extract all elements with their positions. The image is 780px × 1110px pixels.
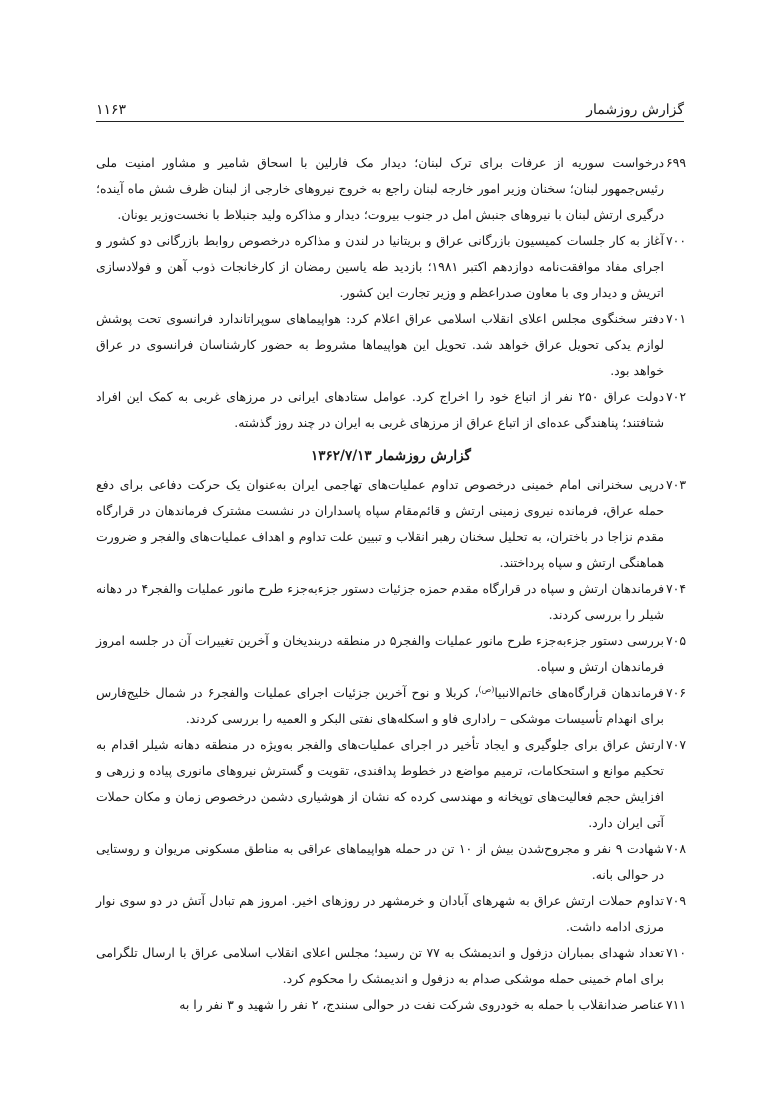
entry-text: تعداد شهدای بمباران دزفول و اندیمشک به ۷۷ تن رسید؛ مجلس اعلای انقلاب اسلامی عراق با ارسال تلگرامی برای امام خمینی حمله موشکی صدام به دزفول و اندیمشک را محکوم کرد. [96, 945, 664, 986]
entry-text: دولت عراق ۲۵۰ نفر از اتباع خود را اخراج کرد. عوامل ستادهای ایرانی در مرزهای غربی به کمک این افراد شتافتند؛ پناهندگی عده‌ای از اتباع عراق از مرزهای غربی به ایران در چند روز گذشته. [96, 389, 665, 430]
list-item [96, 680, 686, 732]
entry-text: شهادت ۹ نفر و مجروح‌شدن بیش از ۱۰ تن در حمله هواپیماهای عراقی به مناطق مسکونی مریوان و روستایی در حوالی بانه. [96, 841, 664, 882]
list-item [96, 384, 686, 436]
entry-number: ۷۰۰ [666, 233, 686, 248]
entry-number: ۷۰۹ [666, 893, 686, 908]
list-item [96, 992, 686, 1018]
entry-number: ۷۰۳ [666, 477, 686, 492]
entry-text: فرماندهان ارتش و سپاه در قرارگاه مقدم حمزه جزئیات دستور جزءبه‌جزء طرح مانور عملیات والفجر۴ در دهانه شیلر را بررسی کردند. [96, 581, 664, 622]
entry-number: ۷۰۸ [666, 841, 686, 856]
page-body [96, 150, 686, 1018]
list-item [96, 888, 686, 940]
list-item [96, 628, 686, 680]
running-head [96, 92, 684, 118]
entry-number: ۶۹۹ [666, 155, 686, 170]
entry-number: ۷۰۶ [666, 685, 686, 700]
entry-number: ۷۰۵ [666, 633, 686, 648]
entry-text: دفتر سخنگوی مجلس اعلای انقلاب اسلامی عراق اعلام کرد: هواپیماهای سوپراتاندارد فرانسوی تحت پوشش لوازم یدکی تحویل عراق خواهد شد. تحویل این هواپیماها مشروط به حضور کارشناسان فرانسوی در عراق خواهد بود. [96, 311, 664, 378]
date-heading: گزارش روزشمار ۱۳۶۲/۷/۱۳ [311, 448, 471, 464]
entry-text [96, 680, 664, 732]
list-item [96, 306, 686, 384]
entry-text: ارتش عراق برای جلوگیری و ایجاد تأخیر در اجرای عملیات‌های والفجر به‌ویژه در منطقه دهانه شیلر اقدام به تحکیم موانع و استحکامات، ترمیم مواضع در خطوط پدافندی، تقویت و گسترش نیروهای مانوری پیاده و زرهی و افزایش حجم فعالیت‌های توپخانه و مهندسی کرده که نشان از هوشیاری دشمن درخصوص زمان و مکان حملات آتی ایران دارد. [96, 737, 664, 830]
entry-text: آغاز به کار جلسات کمیسیون بازرگانی عراق و بریتانیا در لندن و مذاکره درخصوص روابط بازرگانی دو کشور و اجرای مفاد موافقت‌نامه دوازدهم اکتبر ۱۹۸۱؛ بازدید طه یاسین رمضان از کارخانجات ذوب آهن و فولادسازی اتریش و دیدار وی با معاون صدراعظم و وزیر تجارت این کشور. [96, 233, 664, 300]
book-title: گزارش روزشمار [586, 102, 684, 118]
entry-text-part: فرماندهان قرارگاه‌های خاتم‌الانبیا [494, 685, 664, 700]
entry-number: ۷۱۰ [666, 945, 686, 960]
entry-number: ۷۰۱ [666, 311, 686, 326]
list-item [96, 150, 686, 228]
list-item [96, 472, 686, 576]
entry-text-part: ، کربلا و نوح آخرین جزئیات اجرای عملیات والفجر۶ در شمال خلیج‌فارس برای انهدام تأسیسات موشکی – راداری فاو و اسکله‌های نفتی البکر و العمیه را بررسی کردند. [96, 685, 664, 726]
header-rule [96, 121, 684, 122]
entry-text: درپی سخنرانی امام خمینی درخصوص تداوم عملیات‌های تهاجمی ایران به‌عنوان یک حرکت دفاعی برای دفع حمله عراق، فرمانده نیروی زمینی ارتش و قائم‌مقام سپاه پاسداران در نشست مشترک فرماندهان در قرارگاه مقدم نزاجا در باختران، به تحلیل سخنان رهبر انقلاب و تبیین علت تداوم و اهداف عملیات‌های والفجر و ضرورت هماهنگی ارتش و سپاه پرداختند. [96, 477, 664, 570]
entry-text: عناصر ضدانقلاب با حمله به خودروی شرکت نفت در حوالی سنندج، ۲ نفر را شهید و ۳ نفر را به [179, 997, 664, 1012]
entry-number: ۷۰۴ [666, 581, 686, 596]
list-item [96, 836, 686, 888]
entry-number: ۷۱۱ [666, 997, 686, 1012]
entry-text: تداوم حملات ارتش عراق به شهرهای آبادان و خرمشهر در روزهای اخیر. امروز هم تبادل آتش در دو سوی نوار مرزی ادامه داشت. [96, 893, 664, 934]
entry-text: درخواست سوریه از عرفات برای ترک لبنان؛ دیدار مک فارلین با اسحاق شامیر و مشاور امنیت ملی رئیس‌جمهور لبنان؛ سخنان وزیر امور خارجه لبنان راجع به خروج نیروهای خارجی از لبنان ظرف شش ماه آینده؛ درگیری ارتش لبنان با نیروهای جنبش امل در جنوب بیروت؛ دیدار و مذاکره ولید جنبلاط با نخست‌وزیر یونان. [96, 155, 664, 222]
list-item [96, 228, 686, 306]
entry-text: بررسی دستور جزءبه‌جزء طرح مانور عملیات والفجر۵ در منطقه دربندیخان و آخرین تغییرات آن در جلسه امروز فرماندهان ارتش و سپاه. [96, 633, 664, 674]
entry-number: ۷۰۷ [666, 737, 686, 752]
honorific-superscript: (ص) [478, 684, 495, 694]
page-number: ۱۱۶۳ [96, 102, 127, 118]
list-item [96, 732, 686, 836]
list-item [96, 576, 686, 628]
entry-number: ۷۰۲ [666, 389, 686, 404]
list-item [96, 940, 686, 992]
